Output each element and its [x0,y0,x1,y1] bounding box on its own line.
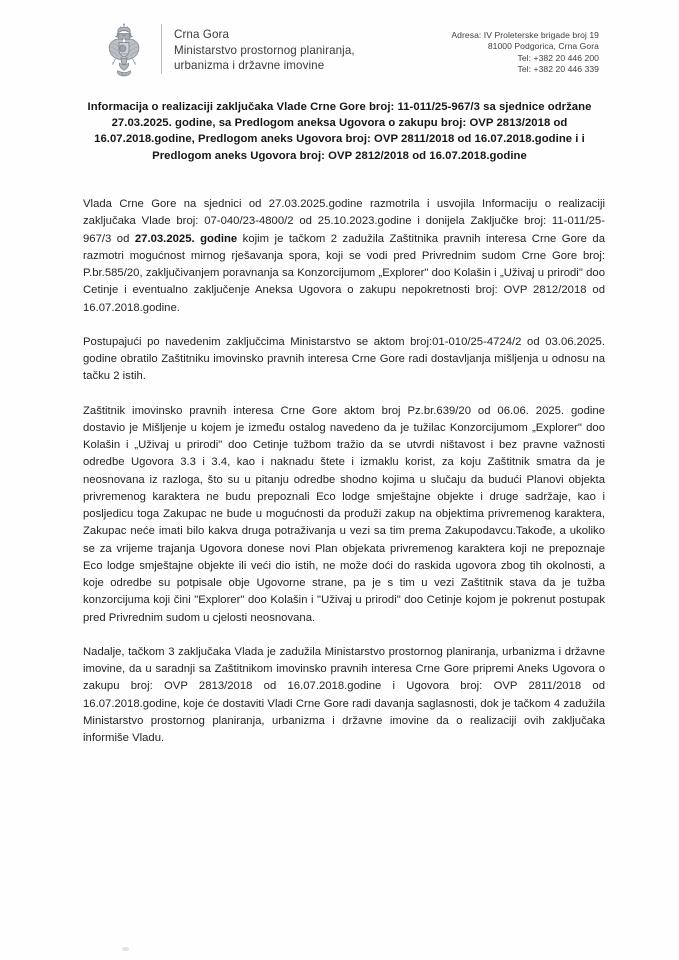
paragraph-1-emphasized-date: 27.03.2025. godine [134,232,238,245]
address-street: Adresa: IV Proleterske brigade broj 19 [451,30,599,40]
paragraph-1-text-after-bold: kojim je tačkom 2 zadužila Zaštitnika pravnih interesa Crne Gore da razmotri mogućnost mirnog rješavanja spora, koji se vodi pred Privrednim sudom Crne Gore broj: P.br.585/20, zaključivanjem poravnanja sa Konzorcijumom „Explorer" doo Kolašin i „Uživaj u prirodi" doo Cetinje i eventualno zaključenje Aneksa Ugovora o zakupu nepokretnosti broj: OVP 2812/2018 od 16.07.2018.godine. [83,232,605,314]
paragraph-1-text-before-bold: Vlada Crne Gore na sjednici od 27.03.2025.godine razmotrila i usvojila Informaciju o realizaciji zaključaka Vlade broj: 07-040/23-4800/2 od 25.10.2023.godine i donijela Zaključke broj: 11-011/25-967/3 od [83,198,605,245]
address-phone-1: Tel: +382 20 446 200 [517,52,599,63]
organization-country: Crna Gora [174,28,230,41]
address-phone-2: Tel: +382 20 446 339 [517,64,599,75]
organization-block [174,22,355,74]
document-title: Informacija o realizaciji zaključaka Vlade Crne Gore broj: 11-011/25-967/3 sa sjednice održane 27.03.2025. godine, sa Predlogom aneksa Ugovora o zakupu broj: OVP 2813/2018 od 16.07.2018.godine, Predlogom aneks Ugovora broj: OVP 2811/2018 od 16.07.2018.godine i i Predlogom aneks Ugovora broj: OVP 2812/2018 od 16.07.2018.godine [87,101,592,162]
letterhead-divider [161,24,162,74]
scan-artifact-speck [122,947,129,951]
organization-ministry-line-1: Ministarstvo prostornog planiranja, [174,43,355,57]
contact-address-block [451,30,599,76]
paragraph-3: Zaštitnik imovinsko pravnih interesa Crne Gore aktom broj Pz.br.639/20 od 06.06. 2025. godine dostavio je Mišljenje u kojem je između ostalog navedeno da je tužilac Konzorcijumom „Explorer" doo Kolašin i „Uživaj u prirodi" doo Cetinje tužbom tražio da se utvrdi ništavost i bez pravne važnosti odredbe Ugovora 3.3 i 3.4, kao i naknadu štete i izmaklu korist, za koju Zaštitnik smatra da je neosnovana iz razloga, što su u pitanju odredbe shodno kojima u slučaju da budući Planovi objekta privremenog karaktera ne budu prepoznali Eco lodge smještajne objekte i druge sadržaje, kao i posljedicu toga Zakupac ne bude u mogućnosti da produži zakup na objektima privremenog karaktera, Zakupac neće imati bilo kakva druga potraživanja u vezi sa tim prema Zakupodavcu.Takođe, a ukoliko se za vrijeme trajanja Ugovora donese novi Plan objekata privremenog karaktera koji ne prepoznaje Eco lodge smještajne objekte ili veći dio istih, ne može doći do raskida ugovora zbog tih okolnosti, a koje odredbe su potpisale obje Ugovorne strane, pa je s tim u vezi Zaštitnik stava da je tužba konzorcijuma koji čini "Explorer" doo Kolašin i "Uživaj u prirodi" doo Cetinje kojom je pokrenut postupak pred Privrednim sudom u cjelosti neosnovana. [83,404,605,624]
montenegro-coat-of-arms-icon [96,22,152,84]
paragraph-4: Nadalje, tačkom 3 zaključaka Vlada je zadužila Ministarstvo prostornog planiranja, urbanizma i državne imovine, da u saradnji sa Zaštitnikom imovinsko pravnih interesa Crne Gore pripremi Aneks Ugovora o zakupu broj: OVP 2813/2018 od 16.07.2018.godine i Ugovora broj: OVP 2811/2018 od 16.07.2018.godine, koje će dostaviti Vladi Crne Gore radi davanja saglasnosti, dok je tačkom 4 zadužila Ministarstvo prostornog planiranja, urbanizma i državne imovine da o realizaciji ovih zaključaka informiše Vladu. [83,645,605,744]
address-city: 81000 Podgorica, Crna Gora [487,41,599,52]
letterhead [0,22,679,90]
document-body [83,196,605,747]
paragraph-2: Postupajući po navedenim zaključcima Ministarstvo se aktom broj:01-010/25-4724/2 od 03.06.2025. godine obratilo Zaštitniku imovinsko pravnih interesa Crne Gore radi dostavljanja mišljenja u odnosu na tačku 2 istih. [83,335,605,383]
paragraph-1 [83,196,605,317]
organization-ministry-line-2: urbanizma i državne imovine [174,59,325,73]
